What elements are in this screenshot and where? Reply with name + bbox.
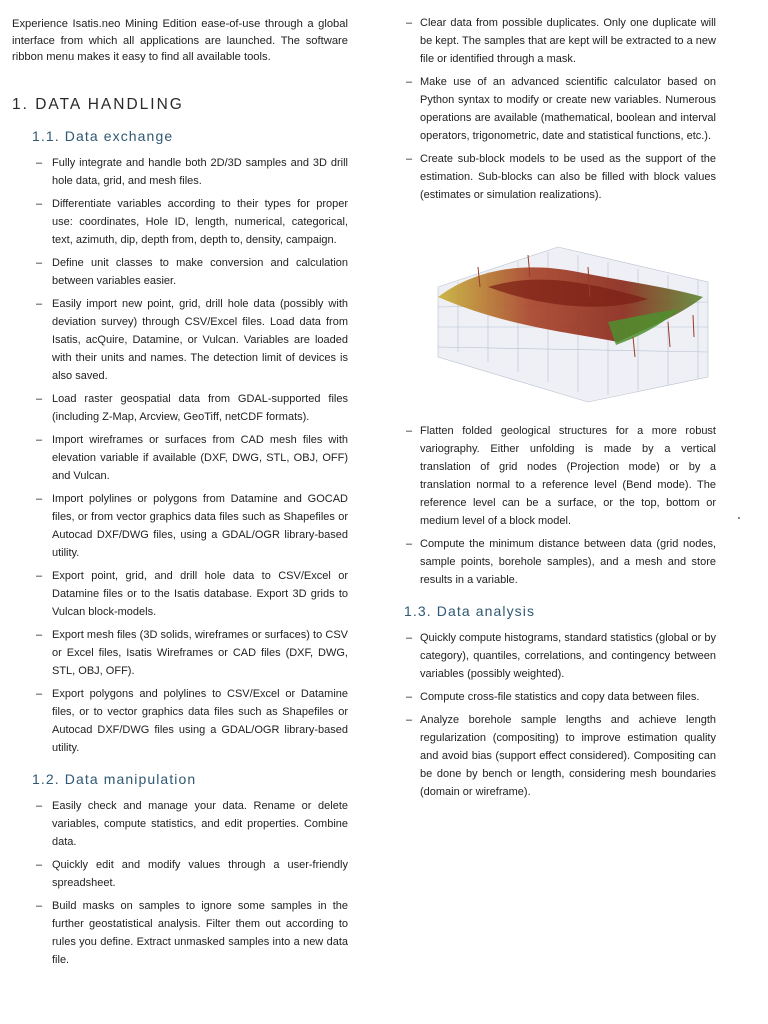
data-analysis-list <box>404 629 716 801</box>
stray-dot <box>738 517 740 519</box>
bullet-dash: – <box>406 17 413 29</box>
list-item-text: Analyze borehole sample lengths and achieve length regularization (compositing) to improve estimation quality and avoid bias (support effect considered). Compositing can be done by bench or length, considering mesh boundaries (domain or wireframe). <box>420 714 716 798</box>
list-item <box>12 797 348 851</box>
list-item-text: Compute cross-file statistics and copy data between files. <box>420 691 700 703</box>
list-item <box>12 195 348 249</box>
bullet-dash: – <box>406 425 413 437</box>
bullet-dash: – <box>36 297 43 310</box>
list-item-text: Import wireframes or surfaces from CAD mesh files with elevation variable if available (DXF, DWG, STL, OBJ, OFF) and Vulcan. <box>52 433 348 482</box>
list-item <box>12 490 348 562</box>
bullet-dash: – <box>36 197 43 210</box>
bullet-dash: – <box>36 569 43 582</box>
data-exchange-list <box>12 154 348 757</box>
bullet-dash: – <box>36 156 43 169</box>
bullet-dash: – <box>36 628 43 641</box>
subsection-title-data-exchange: 1.1. Data exchange <box>32 127 174 144</box>
bullet-dash: – <box>406 153 413 165</box>
list-item-text: Quickly compute histograms, standard statistics (global or by category), quantiles, correlations, and contingency between variables (possibly weighted). <box>420 632 716 680</box>
bullet-dash: – <box>36 799 43 812</box>
list-item-text: Import polylines or polygons from Datamine and GOCAD files, or from vector graphics data files such as Shapefiles or Autocad DXF/DWG files, using a GDAL/OGR library-based utility. <box>52 492 348 559</box>
bullet-dash: – <box>406 714 413 726</box>
list-item <box>404 711 716 801</box>
list-item-text: Make use of an advanced scientific calculator based on Python syntax to modify or create new variables. Numerous operations are available (mathematical, boolean and interval operators, trigonometric, date and statistical functions, etc.). <box>420 76 716 142</box>
list-item <box>12 897 348 969</box>
bullet-dash: – <box>36 687 43 700</box>
bullet-dash: – <box>36 392 43 405</box>
list-item-text: Export mesh files (3D solids, wireframes or surfaces) to CSV or Excel files, Isatis Wireframes or CAD files (DXF, DWG, STL, OBJ, OFF). <box>52 628 348 677</box>
list-item-text: Flatten folded geological structures for a more robust variography. Either unfolding is made by a vertical translation of grid nodes (Projection mode) or by a translation normal to a reference level (Bend mode). The reference level can be a surface, or the top, bottom or medium level of a block model. <box>420 425 716 527</box>
right-column <box>404 0 716 806</box>
bullet-dash: – <box>406 691 413 703</box>
list-item-text: Export polygons and polylines to CSV/Excel or Datamine files, or to vector graphics data files such as Shapefiles or Autocad DXF/DWG files using a GDAL/OGR library-based utility. <box>52 687 348 754</box>
list-item <box>404 629 716 683</box>
bullet-dash: – <box>406 76 413 88</box>
list-item <box>12 856 348 892</box>
bullet-dash: – <box>36 256 43 269</box>
section-title-data-handling: 1. DATA HANDLING <box>12 95 184 113</box>
list-item <box>12 685 348 757</box>
list-item <box>404 14 716 68</box>
list-item <box>12 295 348 385</box>
list-item-text: Build masks on samples to ignore some samples in the further geostatistical analysis. Filter them out according to rules you define. Extract unmasked samples into a new data file. <box>52 899 348 966</box>
list-item <box>404 150 716 204</box>
list-item <box>12 254 348 290</box>
list-item <box>404 535 716 589</box>
bullet-dash: – <box>406 538 413 550</box>
list-item-text: Fully integrate and handle both 2D/3D samples and 3D drill hole data, grid, and mesh files. <box>52 156 348 187</box>
list-item-text: Compute the minimum distance between data (grid nodes, sample points, borehole samples), and a mesh and store results in a variable. <box>420 538 716 586</box>
intro-paragraph: Experience Isatis.neo Mining Edition ease-of-use through a global interface from which all applications are launched. The software ribbon menu makes it easy to find all available tools. <box>12 18 348 63</box>
block-model-figure <box>418 227 718 407</box>
list-item-text: Differentiate variables according to their types for proper use: coordinates, Hole ID, length, numerical, categorical, text, azimuth, dip, depth from, depth to, density, campaign. <box>52 197 348 246</box>
list-item-text: Load raster geospatial data from GDAL-supported files (including Z-Map, Arcview, GeoTiff, netCDF formats). <box>52 392 348 423</box>
data-manipulation-list-continued-2 <box>404 422 716 589</box>
list-item <box>404 688 716 706</box>
bullet-dash: – <box>36 433 43 446</box>
list-item <box>12 154 348 190</box>
bullet-dash: – <box>36 858 43 871</box>
list-item <box>404 422 716 530</box>
bullet-dash: – <box>36 492 43 505</box>
list-item-text: Quickly edit and modify values through a user-friendly spreadsheet. <box>52 858 348 889</box>
list-item <box>12 567 348 621</box>
list-item <box>12 431 348 485</box>
bullet-dash: – <box>406 632 413 644</box>
list-item-text: Clear data from possible duplicates. Only one duplicate will be kept. The samples that are kept will be extracted to a new file or identified through a mask. <box>420 17 716 65</box>
list-item-text: Create sub-block models to be used as the support of the estimation. Sub-blocks can also be filled with block values (estimates or simulation realizations). <box>420 153 716 201</box>
list-item <box>12 626 348 680</box>
data-manipulation-list <box>12 797 348 969</box>
subsection-title-data-analysis: 1.3. Data analysis <box>404 603 536 619</box>
list-item-text: Easily import new point, grid, drill hole data (possibly with deviation survey) through CSV/Excel files. Load data from Isatis, acQuire, Datamine, or Vulcan. Variables are loaded with their units and names. The detection limit of devices is also saved. <box>52 297 348 382</box>
bullet-dash: – <box>36 899 43 912</box>
data-manipulation-list-continued <box>404 14 716 204</box>
list-item-text: Export point, grid, and drill hole data to CSV/Excel or Datamine files or to the Isatis database. Export 3D grids to Vulcan block-models. <box>52 569 348 618</box>
left-column <box>12 0 348 974</box>
subsection-title-data-manipulation: 1.2. Data manipulation <box>32 770 197 787</box>
list-item <box>404 73 716 145</box>
list-item <box>12 390 348 426</box>
list-item-text: Define unit classes to make conversion and calculation between variables easier. <box>52 256 348 287</box>
list-item-text: Easily check and manage your data. Rename or delete variables, compute statistics, and edit properties. Combine data. <box>52 799 348 848</box>
